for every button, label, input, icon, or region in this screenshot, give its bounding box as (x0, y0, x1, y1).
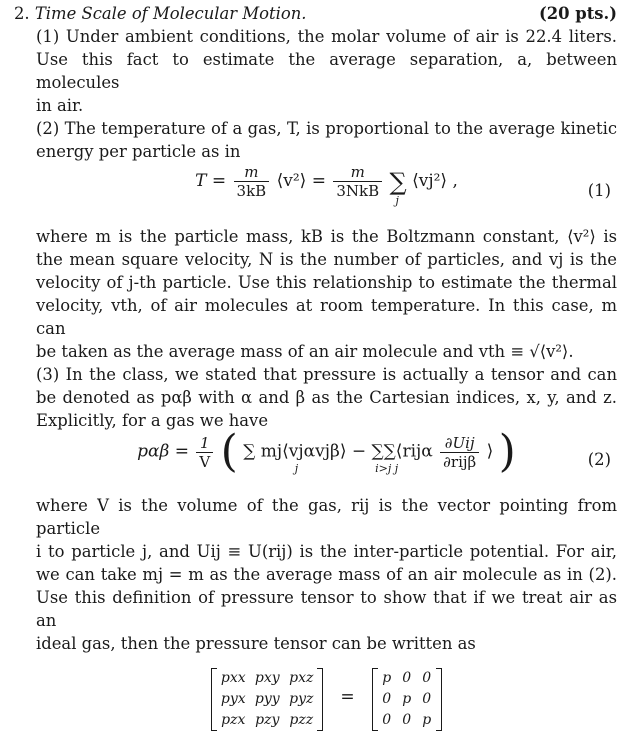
eq1-frac1 (234, 163, 270, 200)
part3-line: (3) In the class, we stated that pressure is actually a tensor and can (36, 365, 617, 384)
eq2-frac-den: V (199, 452, 211, 471)
part3-line: we can take mj = m as the average mass of an air molecule as in (2). (36, 565, 617, 584)
part1-line: in air. (36, 96, 84, 115)
eq2-subscripts (76, 462, 617, 475)
matrix-cell: pzz (289, 712, 314, 728)
eq1-frac2-num: m (333, 163, 382, 182)
part2-line: velocity of j-th particle. Use this relationship to estimate the thermal (36, 273, 617, 292)
problem-title: Time Scale of Molecular Motion. (34, 4, 307, 23)
eq2-term2-sub: i>j j (375, 462, 399, 475)
part2-line: be taken as the average mass of an air molecule and vth ≡ √⟨v²⟩. (36, 342, 574, 361)
matrix-cell: 0 (382, 712, 392, 728)
equation-1-body (36, 163, 617, 207)
matrix-cell: pzx (221, 712, 246, 728)
part2-line: (2) The temperature of a gas, T, is proportional to the average kinetic (36, 119, 617, 138)
pressure-tensor-row (36, 667, 617, 731)
equation-2 (36, 426, 617, 494)
matrix-cell: pxx (220, 670, 246, 686)
part3-line: Explicitly, for a gas we have (36, 411, 269, 430)
eq1-rhs: ⟨vj²⟩ , (412, 171, 458, 191)
matrix-cell: pxz (289, 670, 314, 686)
part2-line: where m is the particle mass, kB is the Boltzmann constant, ⟨v²⟩ is (36, 227, 617, 246)
part3-line: be denoted as pαβ with α and β as the Cartesian indices, x, y, and z. (36, 388, 617, 407)
equation-1 (36, 163, 617, 225)
eq1-mid: ⟨v²⟩ = (276, 171, 326, 191)
matrix-cell: pyx (220, 691, 246, 707)
eq1-sum-symbol: ∑ (389, 167, 407, 196)
part3 (14, 363, 617, 735)
eq2-lhs: pαβ = (137, 441, 189, 462)
part2-line: velocity, vth, of air molecules at room temperature. In this case, m can (36, 296, 617, 338)
matrix-cell: 0 (422, 670, 432, 686)
eq2-deriv-den: ∂rijβ (443, 452, 477, 471)
matrix-cell: 0 (382, 691, 392, 707)
equation-2-number: (2) (587, 450, 611, 469)
part1-line: Use this fact to estimate the average separation, a, between molecules (36, 50, 617, 92)
eq2-close-angle: ⟩ (486, 441, 494, 462)
matrix-cell: pzy (255, 712, 280, 728)
eq2-close-paren: ) (498, 426, 516, 477)
eq1-frac1-den: 3kB (236, 182, 267, 200)
matrix-cell: pyy (254, 691, 280, 707)
part1-line: (1) Under ambient conditions, the molar volume of air is 22.4 liters. (36, 27, 617, 46)
equation-2-body (36, 426, 617, 477)
matrix-cell: p (402, 691, 412, 707)
eq2-open-paren: ( (220, 426, 238, 477)
eq1-lhs: T = (195, 171, 227, 191)
part3-line: ideal gas, then the pressure tensor can be written as (36, 634, 476, 653)
problem-heading (14, 2, 617, 25)
equation-1-number: (1) (587, 181, 611, 200)
eq1-frac2-den: 3NkB (336, 182, 380, 200)
problem-heading-left (14, 2, 306, 25)
problem-number: 2. (14, 4, 30, 23)
part3-line: where V is the volume of the gas, rij is the vector pointing from particle (36, 496, 617, 538)
eq2-frac-num: 1 (196, 434, 213, 453)
part2-line: energy per particle as in (36, 142, 241, 161)
matrix-cell: pxy (254, 670, 280, 686)
matrix-cell: 0 (402, 670, 412, 686)
matrix-cell: pyz (289, 691, 314, 707)
matrix-equals: = (340, 687, 355, 707)
matrix-cell: 0 (422, 691, 432, 707)
matrix-cell: p (422, 712, 432, 728)
pressure-tensor-equation (36, 655, 617, 735)
problem-points: (20 pts.) (539, 4, 617, 23)
part3-line: Use this definition of pressure tensor to show that if we treat air as an (36, 588, 617, 630)
eq2-deriv (440, 434, 479, 471)
matrix-cell: 0 (402, 712, 412, 728)
eq2-deriv-num: ∂Uij (440, 434, 479, 453)
eq1-frac1-num: m (234, 163, 270, 182)
eq2-frac (196, 434, 213, 471)
eq1-sum (389, 167, 407, 207)
part2-line: the mean square velocity, N is the number of particles, and vj is the (36, 250, 617, 269)
eq2-term1-sub: j (294, 462, 299, 475)
eq1-frac2 (333, 163, 382, 200)
eq2-term1: ∑ mj⟨vjαvjβ⟩ − ∑∑⟨rijα (243, 441, 433, 462)
part1 (14, 25, 617, 117)
eq1-sum-index: j (395, 193, 399, 207)
part3-line: i to particle j, and Uij ≡ U(rij) is the inter-particle potential. For air, (36, 542, 617, 561)
matrix-cell: p (382, 670, 392, 686)
part2 (14, 117, 617, 363)
